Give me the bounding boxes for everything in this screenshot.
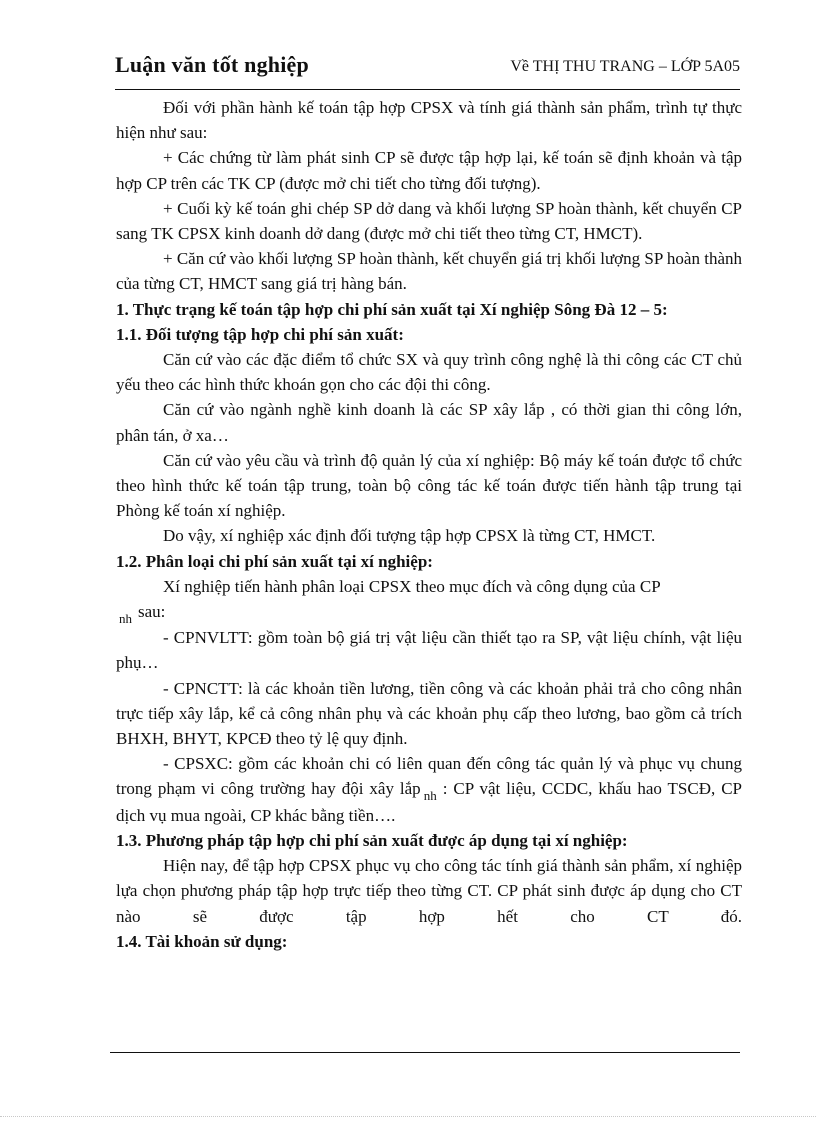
paragraph: Đối với phần hành kế toán tập hợp CPSX và tính giá thành sản phẩm, trình tự thực hiện như sau: [116,98,742,143]
paragraph: Căn cứ vào yêu cầu và trình độ quản lý của xí nghiệp: Bộ máy kế toán được tổ chức theo hình thức kế toán tập trung, toàn bộ công tác kế toán được tiến hành tập trung tại Phòng kế toán xí nghiệp. [116,450,742,521]
paragraph: Hiện nay, để tập hợp CPSX phục vụ cho công tác tính giá thành sản phẩm, xí nghiệp lựa chọn phương pháp tập hợp trực tiếp theo từng CT. CP phát sinh được áp dụng cho CT nào sẽ được tập hợp hết cho CT đó. [116,856,742,926]
subscript-fragment: nh [423,788,437,804]
header-rule [115,89,740,90]
author-class: Về THỊ THU TRANG – LỚP 5A05 [510,58,740,75]
paragraph: Do vậy, xí nghiệp xác định đối tượng tập hợp CPSX là từng CT, HMCT. [163,526,656,546]
paragraph-fragment: sau: [138,602,166,622]
section-heading: 1. Thực trạng kế toán tập hợp chi phí sản xuất tại Xí nghiệp Sông Đà 12 – 5: [116,299,668,319]
subsection-heading: 1.3. Phương pháp tập hợp chi phí sản xuất được áp dụng tại xí nghiệp: [116,830,628,850]
footer-rule [110,1052,740,1053]
paragraph-fragment: - CPSXC: gồm các khoản chi có liên quan đến công tác quản lý và phục vụ chung trong phạm vi công trường hay đội xây lắp [116,754,742,799]
paragraph-fragment: : CP vật liệu, CCDC, khấu hao TSCĐ, CP dịch vụ mua ngoài, CP khác bằng tiền…. [116,779,742,825]
paragraph: Căn cứ vào các đặc điểm tổ chức SX và quy trình công nghệ là thi công các CT chủ yếu theo các hình thức khoán gọn cho các đội thi công. [116,350,742,395]
subscript-fragment: nh [119,611,132,627]
thesis-title: Luận văn tốt nghiệp [115,52,309,77]
paragraph: Căn cứ vào ngành nghề kinh doanh là các SP xây lắp , có thời gian thi công lớn, phân tán, ở xa… [116,400,742,445]
page-edge [0,1116,816,1117]
paragraph: - CPNCTT: là các khoản tiền lương, tiền công và các khoản phải trả cho công nhân trực tiếp xây lắp, kể cả công nhân phụ và các khoản phụ cấp theo lương, bao gồm cả trích BHXH, BHYT, KPCĐ theo tỷ lệ quy định. [116,678,742,749]
paragraph: + Cuối kỳ kế toán ghi chép SP dở dang và khối lượng SP hoàn thành, kết chuyển CP sang TK CPSX kinh doanh dở dang (được mở chi tiết theo từng CT, HMCT). [116,198,742,244]
paragraph: - CPNVLTT: gồm toàn bộ giá trị vật liệu cần thiết tạo ra SP, vật liệu chính, vật liệu phụ… [116,628,742,673]
subsection-heading: 1.2. Phân loại chi phí sản xuất tại xí nghiệp: [116,551,433,571]
paragraph-continuation [116,599,742,625]
paragraph: + Căn cứ vào khối lượng SP hoàn thành, kết chuyển giá trị khối lượng SP hoàn thành của từng CT, HMCT sang giá trị hàng bán. [116,249,742,294]
paragraph: Xí nghiệp tiến hành phân loại CPSX theo mục đích và công dụng của CP [163,576,661,596]
subsection-heading: 1.4. Tài khoản sử dụng: [116,931,288,951]
subsection-heading: 1.1. Đối tượng tập hợp chi phí sản xuất: [116,324,404,344]
paragraph [116,751,742,828]
page-header [115,50,740,86]
document-body [116,95,742,954]
paragraph: + Các chứng từ làm phát sinh CP sẽ được tập hợp lại, kế toán sẽ định khoản và tập hợp CP trên các TK CP (được mở chi tiết cho từng đối tượng). [116,148,742,193]
